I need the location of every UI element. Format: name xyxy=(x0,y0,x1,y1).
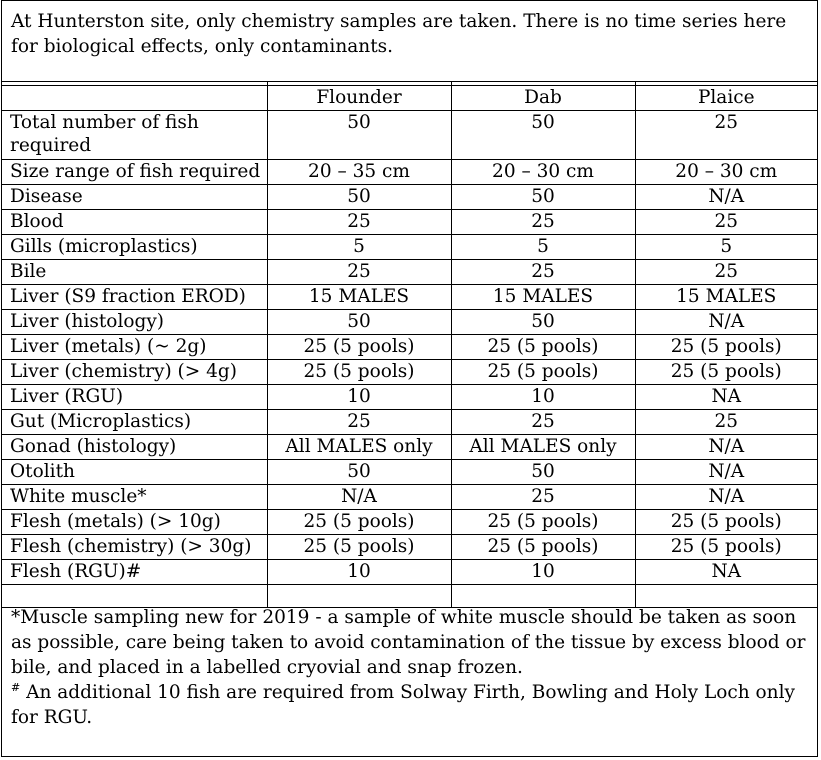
row-label-cell: Otolith xyxy=(2,460,267,485)
plaice-cell: 15 MALES xyxy=(635,285,817,310)
row-label-cell: Liver (RGU) xyxy=(2,385,267,410)
sampling-table xyxy=(2,82,817,608)
row-label-cell: Gills (microplastics) xyxy=(2,235,267,260)
dab-cell: 50 xyxy=(451,185,635,210)
footnote-rgu-mark: # xyxy=(11,680,21,694)
dab-cell: 25 (5 pools) xyxy=(451,360,635,385)
table-row xyxy=(2,160,817,185)
plaice-cell: 25 xyxy=(635,410,817,435)
flounder-cell: 25 (5 pools) xyxy=(267,360,451,385)
row-label-cell: White muscle* xyxy=(2,485,267,510)
plaice-cell: N/A xyxy=(635,310,817,335)
row-label-cell: Liver (histology) xyxy=(2,310,267,335)
table-row xyxy=(2,460,817,485)
footnote-muscle: *Muscle sampling new for 2019 - a sample of white muscle should be taken as soon as possible, care being taken to avoid contamination of the tissue by excess blood or bile, and placed in a labelled cryovial and snap frozen. xyxy=(11,607,806,678)
flounder-cell: 25 (5 pools) xyxy=(267,510,451,535)
dab-cell: 10 xyxy=(451,560,635,585)
row-label-cell: Gonad (histology) xyxy=(2,435,267,460)
flounder-cell: 25 xyxy=(267,410,451,435)
table-row xyxy=(2,435,817,460)
dab-cell: 25 (5 pools) xyxy=(451,335,635,360)
plaice-cell: 5 xyxy=(635,235,817,260)
sampling-table-body xyxy=(2,82,817,608)
header-cell-blank xyxy=(2,86,267,111)
flounder-cell: 25 (5 pools) xyxy=(267,535,451,560)
sampling-document xyxy=(1,0,818,757)
table-row xyxy=(2,285,817,310)
flounder-cell: 50 xyxy=(267,111,451,160)
plaice-cell: N/A xyxy=(635,185,817,210)
row-label-cell: Flesh (RGU)# xyxy=(2,560,267,585)
plaice-cell: 20 – 30 cm xyxy=(635,160,817,185)
dab-cell: 5 xyxy=(451,235,635,260)
flounder-cell: 50 xyxy=(267,460,451,485)
dab-cell: 25 xyxy=(451,410,635,435)
plaice-cell: 25 (5 pools) xyxy=(635,335,817,360)
row-label-cell: Liver (chemistry) (> 4g) xyxy=(2,360,267,385)
row-label-cell: Gut (Microplastics) xyxy=(2,410,267,435)
flounder-cell: 50 xyxy=(267,310,451,335)
row-label-cell: Flesh (chemistry) (> 30g) xyxy=(2,535,267,560)
dab-cell: 25 xyxy=(451,485,635,510)
table-row xyxy=(2,260,817,285)
flounder-cell: 10 xyxy=(267,560,451,585)
intro-text: At Hunterston site, only chemistry samples are taken. There is no time series here for biological effects, only contaminants. xyxy=(2,1,817,82)
plaice-cell: 25 (5 pools) xyxy=(635,510,817,535)
table-row xyxy=(2,360,817,385)
footnote-rgu-text: An additional 10 fish are required from Solway Firth, Bowling and Holy Loch only for RGU. xyxy=(11,682,795,728)
plaice-cell: 25 xyxy=(635,260,817,285)
dab-cell: 50 xyxy=(451,310,635,335)
flounder-cell: All MALES only xyxy=(267,435,451,460)
row-label-cell: Total number of fish required xyxy=(2,111,267,160)
table-row xyxy=(2,535,817,560)
dab-cell: 50 xyxy=(451,460,635,485)
header-row xyxy=(2,86,817,111)
table-row xyxy=(2,410,817,435)
plaice-cell: 25 (5 pools) xyxy=(635,360,817,385)
row-label-cell: Liver (S9 fraction EROD) xyxy=(2,285,267,310)
table-row xyxy=(2,385,817,410)
plaice-cell: 25 xyxy=(635,210,817,235)
dab-cell: 25 xyxy=(451,210,635,235)
dab-cell: 25 (5 pools) xyxy=(451,535,635,560)
plaice-cell: N/A xyxy=(635,460,817,485)
flounder-cell: 10 xyxy=(267,385,451,410)
plaice-cell: NA xyxy=(635,385,817,410)
dab-cell: 25 xyxy=(451,260,635,285)
dab-cell: 20 – 30 cm xyxy=(451,160,635,185)
row-label-cell: Blood xyxy=(2,210,267,235)
flounder-cell: 25 xyxy=(267,210,451,235)
plaice-cell: 25 xyxy=(635,111,817,160)
header-cell-flounder: Flounder xyxy=(267,86,451,111)
header-cell-dab: Dab xyxy=(451,86,635,111)
row-label-cell: Flesh (metals) (> 10g) xyxy=(2,510,267,535)
plaice-cell: 25 (5 pools) xyxy=(635,535,817,560)
table-row xyxy=(2,185,817,210)
flounder-cell: N/A xyxy=(267,485,451,510)
flounder-cell: 20 – 35 cm xyxy=(267,160,451,185)
dab-cell: 10 xyxy=(451,385,635,410)
plaice-cell: NA xyxy=(635,560,817,585)
dab-cell: All MALES only xyxy=(451,435,635,460)
table-row xyxy=(2,510,817,535)
flounder-cell: 5 xyxy=(267,235,451,260)
header-cell-plaice: Plaice xyxy=(635,86,817,111)
plaice-cell: N/A xyxy=(635,485,817,510)
table-row xyxy=(2,485,817,510)
footnote-rgu xyxy=(11,680,809,730)
table-row xyxy=(2,335,817,360)
flounder-cell: 15 MALES xyxy=(267,285,451,310)
footnotes xyxy=(2,601,817,730)
dab-cell: 15 MALES xyxy=(451,285,635,310)
flounder-cell: 25 (5 pools) xyxy=(267,335,451,360)
table-row xyxy=(2,310,817,335)
plaice-cell: N/A xyxy=(635,435,817,460)
table-row xyxy=(2,235,817,260)
flounder-cell: 50 xyxy=(267,185,451,210)
row-label-cell: Liver (metals) (~ 2g) xyxy=(2,335,267,360)
row-label-cell: Size range of fish required xyxy=(2,160,267,185)
row-label-cell: Disease xyxy=(2,185,267,210)
flounder-cell: 25 xyxy=(267,260,451,285)
row-label-cell: Bile xyxy=(2,260,267,285)
table-row xyxy=(2,560,817,585)
dab-cell: 25 (5 pools) xyxy=(451,510,635,535)
table-row xyxy=(2,210,817,235)
table-row xyxy=(2,111,817,160)
dab-cell: 50 xyxy=(451,111,635,160)
